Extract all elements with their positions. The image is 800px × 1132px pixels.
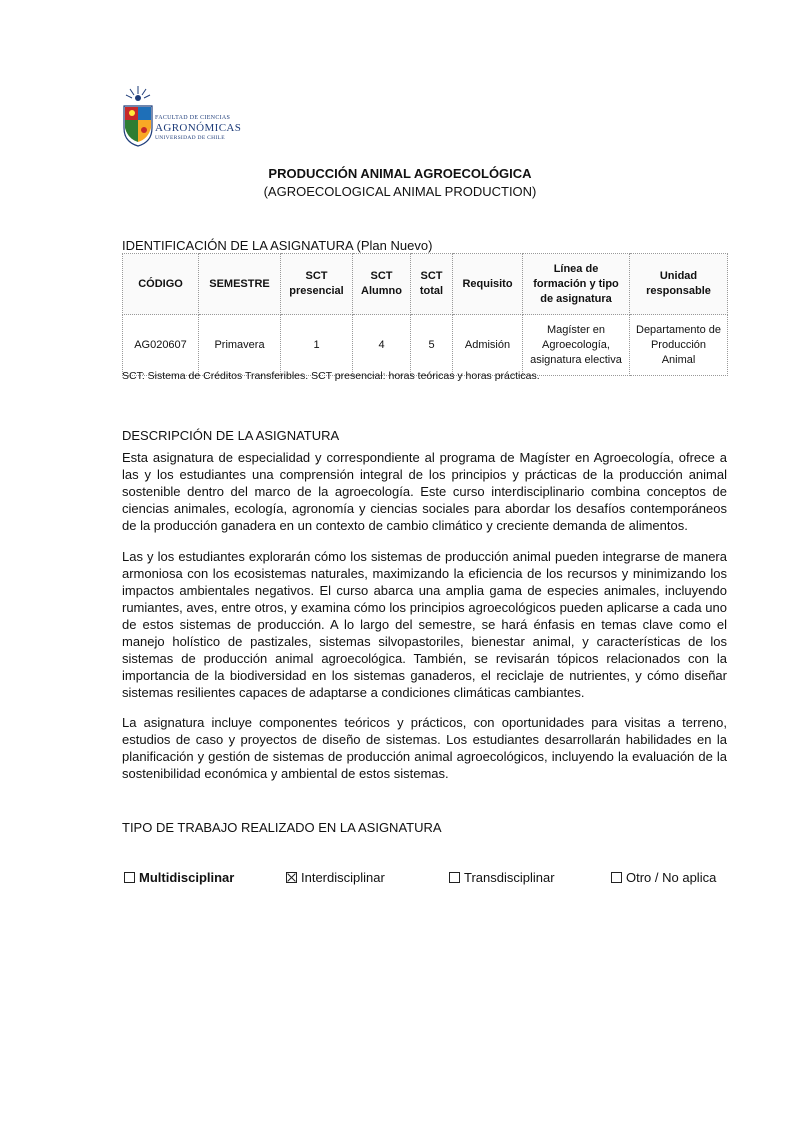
checkbox-unchecked-icon[interactable] [611,872,622,883]
description-paragraph-2: Las y los estudiantes explorarán cómo los sistemas de producción animal pueden integrarse de manera armoniosa con los ecosistemas naturales, maximizando la eficiencia de los recursos y minimizando los impactos ambientales negativos. El curso abarca una amplia gama de especies animales, incluyendo rumiantes, aves, entre otros, y examina cómo los principios agroecológicos pueden aplicarse a cada uno de estos sistemas de producción. A lo largo del semestre, se hará énfasis en temas clave como el manejo holístico de pastizales, sistemas silvopastoriles, bienestar animal, y características de los sistemas de producción animal agroecológica. También, se revisarán tópicos relacionados con la importancia de la biodiversidad en los sistemas ganaderos, el reciclaje de nutrientes, y cómo diseñar sistemas resilientes capaces de adaptarse a condiciones climáticas cambiantes. [122,549,727,700]
option-multidisciplinar[interactable] [124,870,234,885]
course-title-english: (AGROECOLOGICAL ANIMAL PRODUCTION) [263,184,537,199]
cell-unidad: Departamento de Producción Animal [630,315,728,376]
header-sct-presencial: SCT presencial [281,254,353,315]
checkbox-checked-icon[interactable] [286,872,297,883]
cell-semestre: Primavera [199,315,281,376]
option-interdisciplinar[interactable] [286,870,385,885]
logo-faculty-line: FACULTAD DE CIENCIAS [155,115,231,121]
option-label: Multidisciplinar [139,870,235,885]
option-label: Interdisciplinar [301,870,385,885]
logo-faculty-name: AGRONÓMICAS [155,122,242,134]
faculty-logo [122,84,242,148]
header-requisito: Requisito [453,254,523,315]
description-heading: DESCRIPCIÓN DE LA ASIGNATURA [122,428,340,443]
option-label: Transdisciplinar [464,870,555,885]
checkbox-unchecked-icon[interactable] [449,872,460,883]
sct-footnote: SCT: Sistema de Créditos Transferibles. SCT presencial: horas teóricas y horas prácticas. [122,370,540,382]
university-seal-icon [122,84,154,148]
header-unidad: Unidad responsable [630,254,728,315]
description-paragraph-3: La asignatura incluye componentes teóricos y prácticos, con oportunidades para visitas a terreno, estudios de caso y proyectos de diseño de sistemas. Los estudiantes desarrollarán habilidades en la planificación y gestión de sistemas de producción animal agroecológicos, incluyendo la evaluación de la sostenibilidad económica y ambiental de estos sistemas. [122,715,727,781]
header-linea: Línea de formación y tipo de asignatura [523,254,630,315]
cell-sct-alumno: 4 [353,315,411,376]
header-semestre: SEMESTRE [199,254,281,315]
table-row [123,315,728,376]
header-sct-alumno: SCT Alumno [353,254,411,315]
checkbox-unchecked-icon[interactable] [124,872,135,883]
work-type-heading: TIPO DE TRABAJO REALIZADO EN LA ASIGNATURA [122,820,442,835]
cell-requisito: Admisión [453,315,523,376]
header-codigo: CÓDIGO [123,254,199,315]
logo-university-line: UNIVERSIDAD DE CHILE [155,135,225,141]
identification-heading: IDENTIFICACIÓN DE LA ASIGNATURA (Plan Nuevo) [122,238,433,253]
identification-table [122,253,728,376]
header-sct-total: SCT total [411,254,453,315]
cell-codigo: AG020607 [123,315,199,376]
cell-linea: Magíster en Agroecología, asignatura electiva [523,315,630,376]
cell-sct-total: 5 [411,315,453,376]
option-transdisciplinar[interactable] [449,870,555,885]
description-paragraph-1: Esta asignatura de especialidad y correspondiente al programa de Magíster en Agroecología, ofrece a las y los estudiantes una comprensión integral de los principios y prácticas de la producción animal sostenible dentro del marco de la agroecología. Este curso interdisciplinario combina conceptos de ciencias animales, ecología, agronomía y ciencias sociales para abordar los desafíos contemporáneos de la producción ganadera en un contexto de cambio climático y creciente demanda de alimentos. [122,450,727,533]
option-otro[interactable] [611,870,716,885]
option-label: Otro / No aplica [626,870,717,885]
cell-sct-presencial: 1 [281,315,353,376]
table-header-row [123,254,728,315]
course-title: PRODUCCIÓN ANIMAL AGROECOLÓGICA [268,166,532,181]
